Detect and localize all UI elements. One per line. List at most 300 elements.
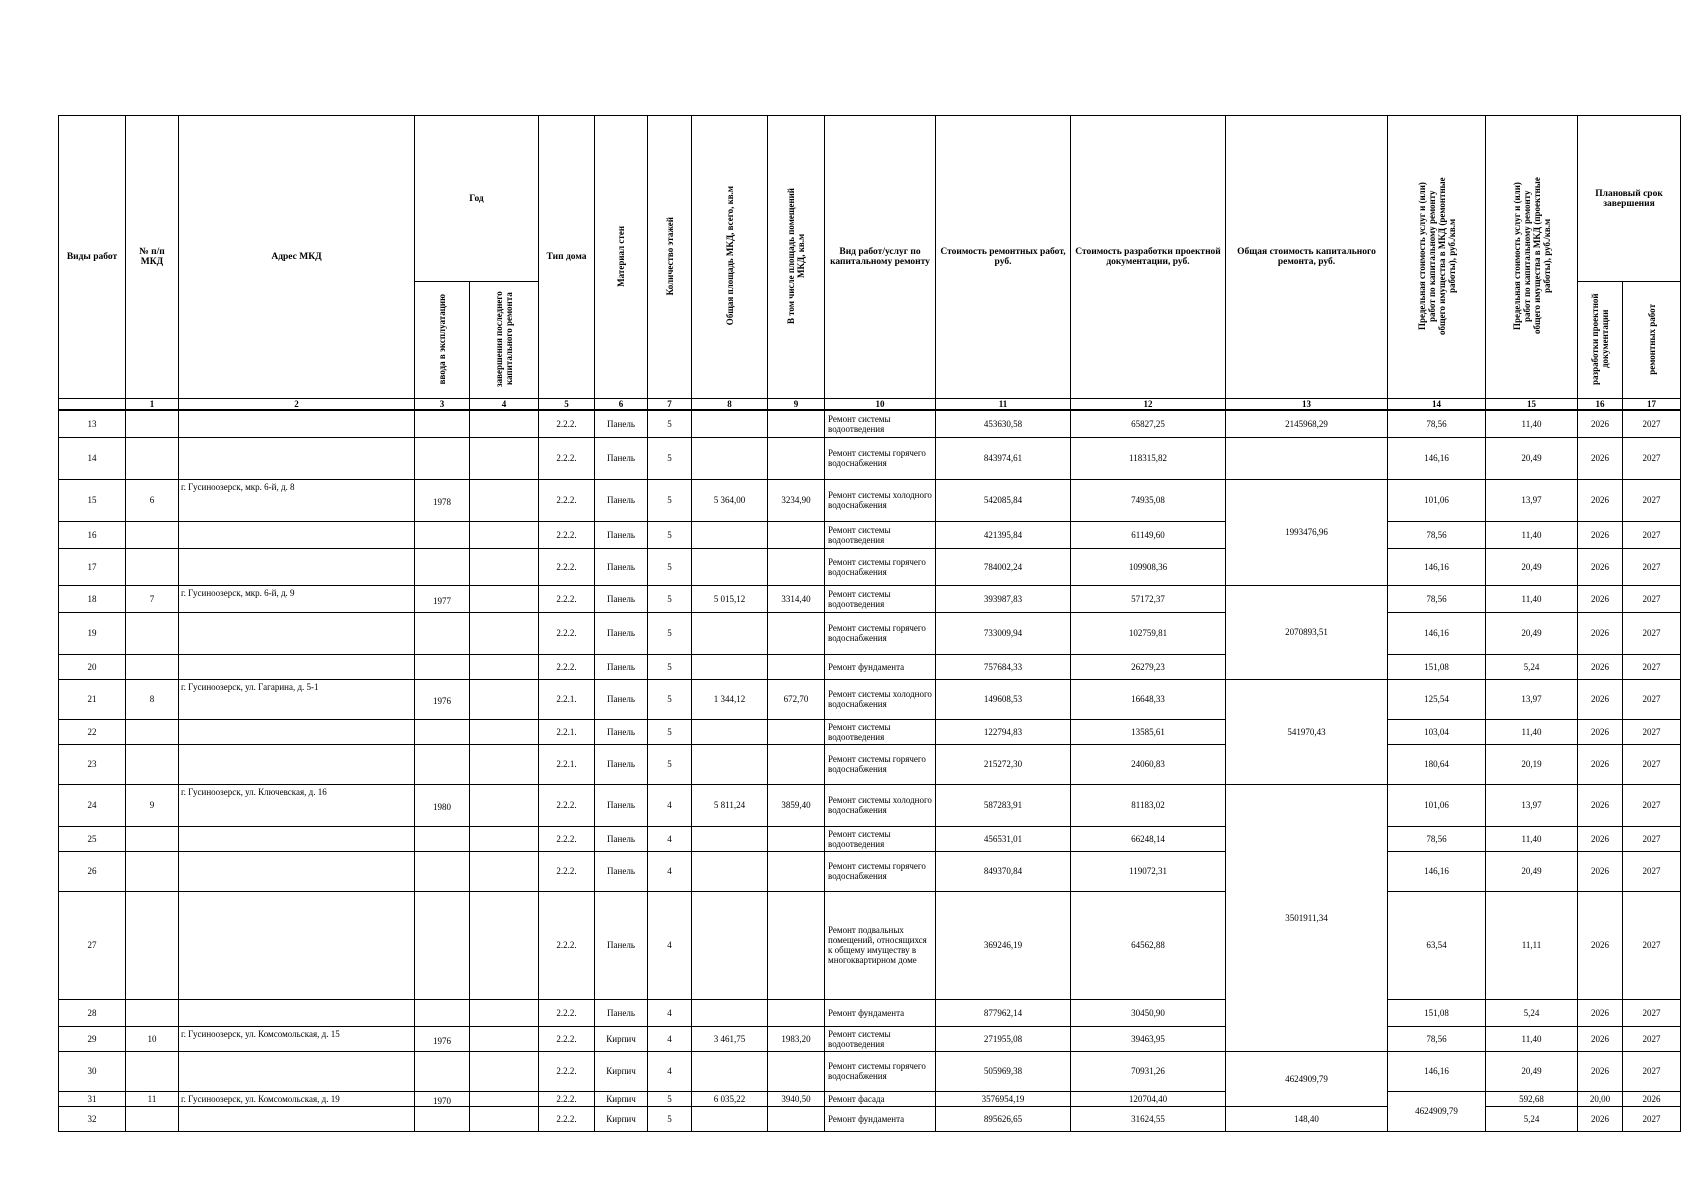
house-type-cell: 2.2.2. <box>539 999 595 1026</box>
mkd-number-cell <box>126 1106 179 1131</box>
column-number: 5 <box>539 399 595 411</box>
work-kind-cell: Ремонт системы водоотведения <box>825 410 936 437</box>
row-number-cell: 27 <box>59 891 126 999</box>
table-row <box>59 410 1681 437</box>
limit-cost-repair-cell: 101,06 <box>1388 479 1486 521</box>
year-last-repair-cell <box>470 612 539 654</box>
column-number: 14 <box>1388 399 1486 411</box>
house-type-cell: 2.2.2. <box>539 585 595 612</box>
deadline-design-cell: 2026 <box>1578 851 1623 891</box>
wall-material-cell: Панель <box>595 521 648 548</box>
design-cost-cell: 81183,02 <box>1071 784 1226 826</box>
repair-cost-cell: 757684,33 <box>936 654 1071 679</box>
premises-area-cell: 3314,40 <box>768 585 825 612</box>
row-number-cell: 30 <box>59 1051 126 1091</box>
total-area-cell <box>692 999 768 1026</box>
deadline-design-cell: 2026 <box>1578 437 1623 479</box>
limit-cost-design-cell: 20,49 <box>1486 548 1578 585</box>
header-address: Адрес МКД <box>179 116 415 399</box>
deadline-design-cell: 2026 <box>1578 999 1623 1026</box>
deadline-design-cell: 2026 <box>1578 521 1623 548</box>
header-house-type: Тип дома <box>539 116 595 399</box>
header-deadline-repair: ремонтных работ <box>1623 282 1681 399</box>
row-number-cell: 17 <box>59 548 126 585</box>
house-type-cell: 2.2.1. <box>539 744 595 784</box>
wall-material-cell: Панель <box>595 654 648 679</box>
column-number: 17 <box>1623 399 1681 411</box>
deadline-design-cell: 2026 <box>1578 744 1623 784</box>
premises-area-cell <box>768 410 825 437</box>
work-kind-cell: Ремонт системы водоотведения <box>825 1026 936 1051</box>
premises-area-cell <box>768 612 825 654</box>
house-type-cell: 2.2.2. <box>539 891 595 999</box>
column-number: 4 <box>470 399 539 411</box>
mkd-number-cell: 7 <box>126 585 179 612</box>
floors-cell: 5 <box>648 654 692 679</box>
floors-cell: 5 <box>648 585 692 612</box>
limit-cost-design-cell: 20,49 <box>1486 1051 1578 1091</box>
year-last-repair-cell <box>470 826 539 851</box>
premises-area-cell: 3234,90 <box>768 479 825 521</box>
total-area-cell <box>692 410 768 437</box>
year-commission-cell <box>415 999 470 1026</box>
year-last-repair-cell <box>470 1051 539 1091</box>
total-cost-cell: 4624909,79 <box>1388 1091 1486 1131</box>
work-kind-cell: Ремонт фасада <box>825 1091 936 1106</box>
design-cost-cell: 61149,60 <box>1071 521 1226 548</box>
design-cost-cell: 26279,23 <box>1071 654 1226 679</box>
floors-cell: 5 <box>648 1091 692 1106</box>
year-commission-cell <box>415 521 470 548</box>
table-row <box>59 891 1681 999</box>
work-kind-cell: Ремонт системы водоотведения <box>825 521 936 548</box>
work-kind-cell: Ремонт системы водоотведения <box>825 719 936 744</box>
row-number-cell: 25 <box>59 826 126 851</box>
deadline-design-cell: 2026 <box>1578 410 1623 437</box>
row-number-cell: 29 <box>59 1026 126 1051</box>
deadline-design-cell: 2026 <box>1578 826 1623 851</box>
address-cell <box>179 744 415 784</box>
wall-material-cell: Панель <box>595 410 648 437</box>
header-year-last-repair: завершения последнего капитального ремонта <box>470 282 539 399</box>
mkd-number-cell: 8 <box>126 679 179 719</box>
deadline-design-cell: 2026 <box>1578 719 1623 744</box>
column-number: 12 <box>1071 399 1226 411</box>
header-wall-material: Материал стен <box>595 116 648 399</box>
year-last-repair-cell <box>470 679 539 719</box>
work-kind-cell: Ремонт фундамента <box>825 1106 936 1131</box>
header-year-commission: ввода в эксплуатацию <box>415 282 470 399</box>
total-area-cell <box>692 654 768 679</box>
year-commission-cell: 1978 <box>415 479 470 521</box>
header-deadline-design: разработки проектной документации <box>1578 282 1623 399</box>
premises-area-cell <box>768 744 825 784</box>
premises-area-cell <box>768 851 825 891</box>
table-row <box>59 612 1681 654</box>
design-cost-cell: 16648,33 <box>1071 679 1226 719</box>
header-floors: Количество этажей <box>648 116 692 399</box>
repair-cost-cell: 456531,01 <box>936 826 1071 851</box>
design-cost-cell: 39463,95 <box>1071 1026 1226 1051</box>
limit-cost-design-cell: 13,97 <box>1486 479 1578 521</box>
table-row <box>59 679 1681 719</box>
limit-cost-design-cell: 20,19 <box>1486 744 1578 784</box>
column-number: 9 <box>768 399 825 411</box>
repair-cost-cell: 784002,24 <box>936 548 1071 585</box>
limit-cost-repair-cell: 63,54 <box>1388 891 1486 999</box>
year-commission-cell <box>415 1106 470 1131</box>
address-cell <box>179 719 415 744</box>
work-kind-cell: Ремонт системы горячего водоснабжения <box>825 437 936 479</box>
column-number: 8 <box>692 399 768 411</box>
header-total-area: Общая площадь МКД, всего, кв.м <box>692 116 768 399</box>
address-cell <box>179 851 415 891</box>
header-year: Год <box>415 116 539 282</box>
premises-area-cell <box>768 1106 825 1131</box>
wall-material-cell: Кирпич <box>595 1106 648 1131</box>
design-cost-cell: 118315,82 <box>1071 437 1226 479</box>
repair-cost-cell: 542085,84 <box>936 479 1071 521</box>
year-commission-cell: 1970 <box>415 1091 470 1106</box>
address-cell: г. Гусиноозерск, ул. Комсомольская, д. 19 <box>179 1091 415 1106</box>
deadline-repair-cell: 2027 <box>1623 784 1681 826</box>
wall-material-cell: Панель <box>595 679 648 719</box>
wall-material-cell: Кирпич <box>595 1026 648 1051</box>
limit-cost-design-cell: 13,97 <box>1486 784 1578 826</box>
row-number-cell: 14 <box>59 437 126 479</box>
house-type-cell: 2.2.2. <box>539 784 595 826</box>
address-cell <box>179 410 415 437</box>
premises-area-cell: 672,70 <box>768 679 825 719</box>
total-area-cell <box>692 1051 768 1091</box>
year-commission-cell: 1976 <box>415 1026 470 1051</box>
limit-cost-repair-cell: 146,16 <box>1388 851 1486 891</box>
row-number-cell: 31 <box>59 1091 126 1106</box>
design-cost-cell: 109908,36 <box>1071 548 1226 585</box>
total-area-cell: 5 015,12 <box>692 585 768 612</box>
address-cell <box>179 1106 415 1131</box>
total-area-cell <box>692 826 768 851</box>
wall-material-cell: Панель <box>595 612 648 654</box>
design-cost-cell: 31624,55 <box>1071 1106 1226 1131</box>
total-area-cell <box>692 548 768 585</box>
work-kind-cell: Ремонт подвальных помещений, относящихся к общему имуществу в многоквартирном доме <box>825 891 936 999</box>
address-cell <box>179 521 415 548</box>
design-cost-cell: 102759,81 <box>1071 612 1226 654</box>
house-type-cell: 2.2.2. <box>539 1051 595 1091</box>
design-cost-cell: 74935,08 <box>1071 479 1226 521</box>
column-number: 7 <box>648 399 692 411</box>
work-kind-cell: Ремонт системы горячего водоснабжения <box>825 1051 936 1091</box>
floors-cell: 5 <box>648 719 692 744</box>
year-commission-cell <box>415 826 470 851</box>
limit-cost-design-cell: 5,24 <box>1486 654 1578 679</box>
total-cost-cell: 4624909,79 <box>1226 1051 1388 1106</box>
total-area-cell <box>692 744 768 784</box>
year-last-repair-cell <box>470 585 539 612</box>
row-number-cell: 23 <box>59 744 126 784</box>
floors-cell: 5 <box>648 548 692 585</box>
year-commission-cell: 1977 <box>415 585 470 612</box>
header-work-type: Виды работ <box>59 116 126 399</box>
repair-cost-cell: 849370,84 <box>936 851 1071 891</box>
limit-cost-design-cell: 20,49 <box>1486 851 1578 891</box>
year-last-repair-cell <box>470 851 539 891</box>
total-cost-cell: 541970,43 <box>1226 679 1388 784</box>
repair-cost-cell: 877962,14 <box>936 999 1071 1026</box>
address-cell <box>179 826 415 851</box>
house-type-cell: 2.2.1. <box>539 719 595 744</box>
wall-material-cell: Панель <box>595 784 648 826</box>
limit-cost-design-cell: 5,24 <box>1486 999 1578 1026</box>
row-number-cell: 32 <box>59 1106 126 1131</box>
premises-area-cell: 1983,20 <box>768 1026 825 1051</box>
floors-cell: 5 <box>648 612 692 654</box>
column-number-empty <box>59 399 126 411</box>
limit-cost-repair-cell: 151,08 <box>1388 999 1486 1026</box>
address-cell <box>179 612 415 654</box>
year-last-repair-cell <box>470 1091 539 1106</box>
work-kind-cell: Ремонт системы горячего водоснабжения <box>825 744 936 784</box>
header-deadline: Плановый срок завершения <box>1578 116 1681 282</box>
work-kind-cell: Ремонт системы горячего водоснабжения <box>825 612 936 654</box>
deadline-design-cell: 2026 <box>1578 784 1623 826</box>
limit-cost-repair-cell: 146,16 <box>1388 612 1486 654</box>
total-area-cell: 1 344,12 <box>692 679 768 719</box>
limit-cost-repair-cell: 180,64 <box>1388 744 1486 784</box>
mkd-number-cell: 9 <box>126 784 179 826</box>
limit-cost-design-cell: 13,97 <box>1486 679 1578 719</box>
year-commission-cell <box>415 1051 470 1091</box>
floors-cell: 5 <box>648 437 692 479</box>
year-last-repair-cell <box>470 654 539 679</box>
row-number-cell: 20 <box>59 654 126 679</box>
column-number: 1 <box>126 399 179 411</box>
limit-cost-repair-cell: 78,56 <box>1388 521 1486 548</box>
design-cost-cell: 66248,14 <box>1071 826 1226 851</box>
design-cost-cell: 70931,26 <box>1071 1051 1226 1091</box>
floors-cell: 4 <box>648 1026 692 1051</box>
design-cost-cell: 30450,90 <box>1071 999 1226 1026</box>
premises-area-cell <box>768 548 825 585</box>
repair-cost-cell: 3576954,19 <box>936 1091 1071 1106</box>
floors-cell: 5 <box>648 521 692 548</box>
limit-cost-design-cell: 11,40 <box>1486 1026 1578 1051</box>
deadline-repair-cell: 2027 <box>1623 548 1681 585</box>
limit-cost-repair-cell: 78,56 <box>1388 585 1486 612</box>
address-cell: г. Гусиноозерск, мкр. 6-й, д. 8 <box>179 479 415 521</box>
limit-cost-design-cell: 11,11 <box>1486 891 1578 999</box>
total-area-cell <box>692 521 768 548</box>
repair-cost-cell: 587283,91 <box>936 784 1071 826</box>
year-last-repair-cell <box>470 744 539 784</box>
address-cell: г. Гусиноозерск, ул. Ключевская, д. 16 <box>179 784 415 826</box>
year-commission-cell <box>415 851 470 891</box>
deadline-repair-cell: 2027 <box>1623 891 1681 999</box>
premises-area-cell <box>768 891 825 999</box>
house-type-cell: 2.2.2. <box>539 851 595 891</box>
premises-area-cell <box>768 654 825 679</box>
deadline-design-cell: 2026 <box>1578 654 1623 679</box>
total-area-cell <box>692 612 768 654</box>
column-number: 10 <box>825 399 936 411</box>
design-cost-cell: 24060,83 <box>1071 744 1226 784</box>
work-kind-cell: Ремонт системы холодного водоснабжения <box>825 679 936 719</box>
row-number-cell: 15 <box>59 479 126 521</box>
work-kind-cell: Ремонт системы горячего водоснабжения <box>825 548 936 585</box>
column-number: 13 <box>1226 399 1388 411</box>
limit-cost-design-cell: 20,00 <box>1578 1091 1623 1106</box>
deadline-design-cell: 2026 <box>1578 1106 1623 1131</box>
row-number-cell: 13 <box>59 410 126 437</box>
total-cost-cell: 3501911,34 <box>1226 784 1388 1051</box>
work-kind-cell: Ремонт системы холодного водоснабжения <box>825 784 936 826</box>
header-limit-cost-repair: Предельная стоимость услуг и (или) работ по капитальному ремонту общего имущества в МКД (ремонтные работы), руб./кв.м <box>1388 116 1486 399</box>
house-type-cell: 2.2.2. <box>539 479 595 521</box>
premises-area-cell: 3940,50 <box>768 1091 825 1106</box>
premises-area-cell <box>768 719 825 744</box>
total-area-cell <box>692 851 768 891</box>
floors-cell: 5 <box>648 679 692 719</box>
header-total-cost: Общая стоимость капитального ремонта, руб. <box>1226 116 1388 399</box>
column-number: 15 <box>1486 399 1578 411</box>
total-cost-cell <box>1226 437 1388 479</box>
table-row <box>59 1091 1681 1106</box>
column-number: 3 <box>415 399 470 411</box>
house-type-cell: 2.2.2. <box>539 612 595 654</box>
address-cell <box>179 1051 415 1091</box>
limit-cost-design-cell: 11,40 <box>1486 826 1578 851</box>
floors-cell: 4 <box>648 999 692 1026</box>
repair-cost-cell: 393987,83 <box>936 585 1071 612</box>
address-cell <box>179 548 415 585</box>
limit-cost-repair-cell: 146,16 <box>1388 437 1486 479</box>
table-row <box>59 784 1681 826</box>
limit-cost-repair-cell: 101,06 <box>1388 784 1486 826</box>
year-last-repair-cell <box>470 410 539 437</box>
mkd-number-cell <box>126 612 179 654</box>
header-premises-area: В том числе площадь помещений МКД, кв.м <box>768 116 825 399</box>
house-type-cell: 2.2.2. <box>539 654 595 679</box>
year-last-repair-cell <box>470 521 539 548</box>
deadline-design-cell: 2026 <box>1578 891 1623 999</box>
year-commission-cell: 1980 <box>415 784 470 826</box>
total-area-cell: 5 811,24 <box>692 784 768 826</box>
work-kind-cell: Ремонт системы горячего водоснабжения <box>825 851 936 891</box>
design-cost-cell: 65827,25 <box>1071 410 1226 437</box>
address-cell: г. Гусиноозерск, мкр. 6-й, д. 9 <box>179 585 415 612</box>
wall-material-cell: Панель <box>595 719 648 744</box>
deadline-repair-cell: 2027 <box>1623 826 1681 851</box>
work-kind-cell: Ремонт фундамента <box>825 654 936 679</box>
total-area-cell <box>692 1106 768 1131</box>
limit-cost-design-cell: 20,49 <box>1486 437 1578 479</box>
row-number-cell: 19 <box>59 612 126 654</box>
wall-material-cell: Панель <box>595 744 648 784</box>
limit-cost-repair-cell: 78,56 <box>1388 826 1486 851</box>
house-type-cell: 2.2.1. <box>539 679 595 719</box>
address-cell: г. Гусиноозерск, ул. Комсомольская, д. 15 <box>179 1026 415 1051</box>
premises-area-cell <box>768 1051 825 1091</box>
work-kind-cell: Ремонт системы холодного водоснабжения <box>825 479 936 521</box>
total-area-cell <box>692 891 768 999</box>
year-commission-cell <box>415 744 470 784</box>
deadline-repair-cell: 2027 <box>1623 612 1681 654</box>
table-row <box>59 851 1681 891</box>
work-kind-cell: Ремонт системы водоотведения <box>825 585 936 612</box>
mkd-number-cell: 6 <box>126 479 179 521</box>
design-cost-cell: 57172,37 <box>1071 585 1226 612</box>
table-row <box>59 437 1681 479</box>
limit-cost-repair-cell: 78,56 <box>1388 410 1486 437</box>
repair-cost-cell: 421395,84 <box>936 521 1071 548</box>
year-commission-cell <box>415 654 470 679</box>
house-type-cell: 2.2.2. <box>539 826 595 851</box>
row-number-cell: 22 <box>59 719 126 744</box>
row-number-cell: 21 <box>59 679 126 719</box>
year-commission-cell <box>415 719 470 744</box>
table-row <box>59 826 1681 851</box>
deadline-repair-cell: 2027 <box>1623 521 1681 548</box>
table-row <box>59 479 1681 521</box>
total-area-cell <box>692 719 768 744</box>
limit-cost-repair-cell: 592,68 <box>1486 1091 1578 1106</box>
deadline-design-cell: 2026 <box>1578 585 1623 612</box>
wall-material-cell: Кирпич <box>595 1051 648 1091</box>
design-cost-cell: 64562,88 <box>1071 891 1226 999</box>
repair-cost-cell: 733009,94 <box>936 612 1071 654</box>
total-area-cell: 5 364,00 <box>692 479 768 521</box>
total-cost-cell: 2070893,51 <box>1226 585 1388 679</box>
house-type-cell: 2.2.2. <box>539 410 595 437</box>
work-kind-cell: Ремонт системы водоотведения <box>825 826 936 851</box>
limit-cost-repair-cell: 78,56 <box>1388 1026 1486 1051</box>
limit-cost-design-cell: 11,40 <box>1486 521 1578 548</box>
year-commission-cell <box>415 437 470 479</box>
house-type-cell: 2.2.2. <box>539 1091 595 1106</box>
house-type-cell: 2.2.2. <box>539 521 595 548</box>
address-cell <box>179 654 415 679</box>
house-type-cell: 2.2.2. <box>539 437 595 479</box>
floors-cell: 5 <box>648 479 692 521</box>
limit-cost-repair-cell: 148,40 <box>1226 1106 1388 1131</box>
deadline-repair-cell: 2027 <box>1623 1106 1681 1131</box>
limit-cost-design-cell: 5,24 <box>1486 1106 1578 1131</box>
table-row <box>59 654 1681 679</box>
year-last-repair-cell <box>470 437 539 479</box>
table-row <box>59 521 1681 548</box>
mkd-number-cell <box>126 410 179 437</box>
year-last-repair-cell <box>470 1106 539 1131</box>
row-number-cell: 18 <box>59 585 126 612</box>
floors-cell: 4 <box>648 826 692 851</box>
row-number-cell: 16 <box>59 521 126 548</box>
deadline-repair-cell: 2027 <box>1623 585 1681 612</box>
deadline-repair-cell: 2027 <box>1623 851 1681 891</box>
mkd-number-cell: 11 <box>126 1091 179 1106</box>
deadline-repair-cell: 2027 <box>1623 479 1681 521</box>
limit-cost-design-cell: 11,40 <box>1486 410 1578 437</box>
house-type-cell: 2.2.2. <box>539 1026 595 1051</box>
limit-cost-repair-cell: 151,08 <box>1388 654 1486 679</box>
mkd-number-cell: 10 <box>126 1026 179 1051</box>
deadline-design-cell: 2026 <box>1578 1051 1623 1091</box>
floors-cell: 4 <box>648 851 692 891</box>
mkd-number-cell <box>126 521 179 548</box>
year-last-repair-cell <box>470 548 539 585</box>
column-number: 11 <box>936 399 1071 411</box>
mkd-number-cell <box>126 851 179 891</box>
